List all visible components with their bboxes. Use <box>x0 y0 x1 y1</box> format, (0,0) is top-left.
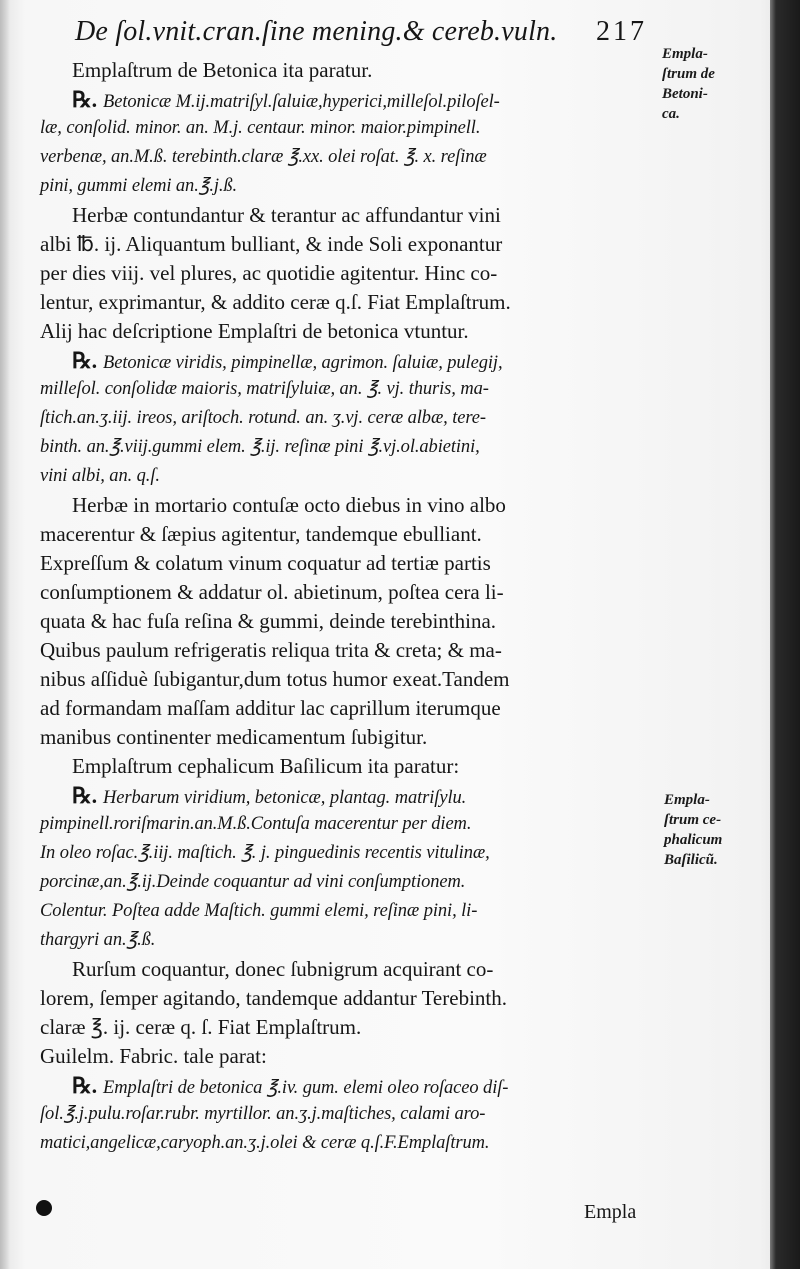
recipe-paragraph <box>40 781 662 955</box>
text-line <box>40 462 662 491</box>
text-line <box>40 259 662 288</box>
text-line <box>40 201 662 230</box>
ink-blot <box>36 1200 52 1216</box>
margin-note-line: Empla- <box>664 792 710 808</box>
text-line <box>40 317 662 346</box>
line-text: pimpinell.roriſmarin.an.M.ß.Contuſa macerentur per diem. <box>40 814 472 834</box>
text-line <box>40 520 662 549</box>
line-text: Emplaſtrum cephalicum Baſilicum ita paratur: <box>72 754 460 778</box>
line-text: albi ℔. ij. Aliquantum bulliant, & inde Soli exponantur <box>40 232 503 256</box>
line-text: ad formandam maſſam additur lac caprillum iterumque <box>40 696 501 720</box>
line-text: Betonicæ M.ij.matriſyl.ſaluiæ,hyperici,milleſol.piloſel- <box>103 92 500 112</box>
line-text: milleſol. conſolidæ maioris, matriſyluiæ, an. ℥. vj. thuris, ma- <box>40 379 489 399</box>
text-line <box>40 1071 662 1100</box>
margin-note-line: ſtrum de <box>662 66 715 82</box>
text-line <box>40 85 662 114</box>
text-line <box>40 839 662 868</box>
text-line <box>40 172 662 201</box>
line-text: Herbæ in mortario contuſæ octo diebus in vino albo <box>72 493 506 517</box>
line-text: macerentur & ſæpius agitentur, tandemque ebulliant. <box>40 522 482 546</box>
text-line <box>40 578 662 607</box>
line-text: lentur, exprimantur, & addito ceræ q.ſ. Fiat Emplaſtrum. <box>40 290 511 314</box>
line-text: læ, conſolid. minor. an. M.j. centaur. minor. maior.pimpinell. <box>40 118 481 138</box>
recipe-paragraph <box>40 346 662 491</box>
text-line <box>40 433 662 462</box>
line-text: porcinæ,an.℥.ij.Deinde coquantur ad vini conſumptionem. <box>40 872 466 892</box>
line-text: nibus aſſiduè ſubigantur,dum totus humor exeat.Tandem <box>40 667 510 691</box>
line-text: ſtich.an.ʒ.iij. ireos, ariſtoch. rotund. an. ʒ.vj. ceræ albæ, tere- <box>40 408 486 428</box>
recipe-symbol: ℞. <box>72 87 98 112</box>
line-text: ſol.℥.j.pulu.roſar.rubr. myrtillor. an.ʒ.j.maſtiches, calami aro- <box>40 1104 486 1124</box>
line-text: Herbarum viridium, betonicæ, plantag. matriſylu. <box>103 788 467 808</box>
line-text: conſumptionem & addatur ol. abietinum, poſtea cera li- <box>40 580 504 604</box>
page-edge-shadow <box>0 0 10 1269</box>
catchword: Empla <box>584 1201 637 1223</box>
text-line <box>40 114 662 143</box>
book-gutter <box>770 0 800 1269</box>
line-text: thargyri an.℥.ß. <box>40 930 156 950</box>
text-line <box>40 897 662 926</box>
margin-note-line: ſtrum ce- <box>664 812 722 828</box>
text-line <box>40 723 662 752</box>
text-line <box>40 781 662 810</box>
text-line <box>40 984 662 1013</box>
line-text: lorem, ſemper agitando, tandemque addantur Terebinth. <box>40 986 507 1010</box>
section-heading <box>40 752 662 781</box>
text-line <box>40 810 662 839</box>
recipe-symbol: ℞. <box>72 1073 98 1098</box>
recipe-symbol: ℞. <box>72 348 98 373</box>
text-line <box>40 230 662 259</box>
line-text: Guilelm. Fabric. tale parat: <box>40 1044 267 1068</box>
body-text <box>40 56 662 1158</box>
text-line <box>40 955 662 984</box>
line-text: verbenæ, an.M.ß. terebinth.claræ ℥.xx. olei roſat. ℥. x. reſinæ <box>40 147 487 167</box>
text-line <box>40 346 662 375</box>
line-text: Emplaſtrum de Betonica ita paratur. <box>72 58 373 82</box>
text-line <box>40 1129 662 1158</box>
text-line <box>40 143 662 172</box>
line-text: manibus continenter medicamentum ſubigitur. <box>40 725 428 749</box>
margin-note-betonica <box>662 44 715 124</box>
text-line <box>40 665 662 694</box>
text-line <box>40 752 662 781</box>
running-title: De ſol.vnit.cran.ſine mening.& cereb.vuln. <box>75 16 558 47</box>
text-line <box>40 636 662 665</box>
line-text: matici,angelicæ,caryoph.an.ʒ.j.olei & ceræ q.ſ.F.Emplaſtrum. <box>40 1133 490 1153</box>
section-heading <box>40 56 662 85</box>
margin-note-line: phalicum <box>664 832 723 848</box>
margin-note-line: Empla- <box>662 46 708 62</box>
line-text: Betonicæ viridis, pimpinellæ, agrimon. ſaluiæ, pulegij, <box>103 353 503 373</box>
text-line <box>40 1042 662 1071</box>
text-line <box>40 1013 662 1042</box>
line-text: pini, gummi elemi an.℥.j.ß. <box>40 176 238 196</box>
margin-note-line: Betoni- <box>662 86 708 102</box>
line-text: vini albi, an. q.ſ. <box>40 466 160 486</box>
margin-note-line: ca. <box>662 106 680 122</box>
line-text: Herbæ contundantur & terantur ac affundantur vini <box>72 203 501 227</box>
text-line <box>40 607 662 636</box>
text-line <box>40 56 662 85</box>
margin-note-line: Baſilicũ. <box>664 852 718 868</box>
line-text: In oleo roſac.℥.iij. maſtich. ℥. j. pinguedinis recentis vitulinæ, <box>40 843 490 863</box>
page-number: 217 <box>596 16 647 47</box>
line-text: Colentur. Poſtea adde Maſtich. gummi elemi, reſinæ pini, li- <box>40 901 478 921</box>
text-paragraph <box>40 955 662 1071</box>
line-text: per dies viij. vel plures, ac quotidie agitentur. Hinc co- <box>40 261 498 285</box>
text-paragraph <box>40 491 662 752</box>
line-text: claræ ℥. ij. ceræ q. ſ. Fiat Emplaſtrum. <box>40 1015 362 1039</box>
text-line <box>40 868 662 897</box>
line-text: Quibus paulum refrigeratis reliqua trita & creta; & ma- <box>40 638 502 662</box>
recipe-symbol: ℞. <box>72 783 98 808</box>
text-line <box>40 404 662 433</box>
text-line <box>40 1100 662 1129</box>
recipe-paragraph <box>40 1071 662 1158</box>
text-line <box>40 375 662 404</box>
recipe-paragraph <box>40 85 662 201</box>
line-text: Expreſſum & colatum vinum coquatur ad tertiæ partis <box>40 551 491 575</box>
text-line <box>40 926 662 955</box>
line-text: Alij hac deſcriptione Emplaſtri de betonica vtuntur. <box>40 319 469 343</box>
text-line <box>40 549 662 578</box>
line-text: quata & hac fuſa reſina & gummi, deinde terebinthina. <box>40 609 497 633</box>
text-paragraph <box>40 201 662 346</box>
line-text: Emplaſtri de betonica ℥.iv. gum. elemi oleo roſaceo diſ- <box>103 1078 509 1098</box>
line-text: Rurſum coquantur, donec ſubnigrum acquirant co- <box>72 957 494 981</box>
text-line <box>40 491 662 520</box>
line-text: binth. an.℥.viij.gummi elem. ℥.ij. reſinæ pini ℥.vj.ol.abietini, <box>40 437 480 457</box>
text-line <box>40 694 662 723</box>
margin-note-cephalicum <box>664 790 722 870</box>
text-line <box>40 288 662 317</box>
